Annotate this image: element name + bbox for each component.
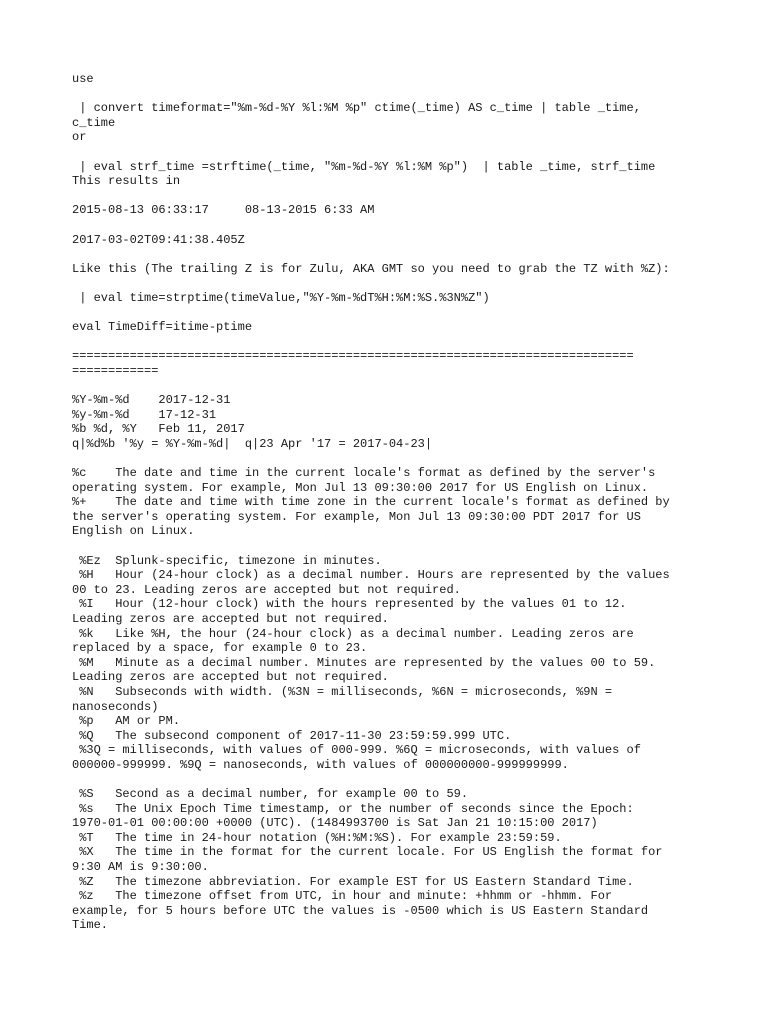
text-line: q|%d%b '%y = %Y-%m-%d| q|23 Apr '17 = 2017-04-23|: [72, 436, 433, 451]
text-line: | convert timeformat="%m-%d-%Y %l:%M %p" ctime(_time) AS c_time | table _time,: [72, 101, 641, 116]
text-line: [72, 451, 700, 466]
text-line: [72, 335, 700, 350]
text-line: [72, 145, 700, 160]
text-line: ============: [72, 363, 159, 378]
text-line: %z The timezone offset from UTC, in hour and minute: +hhmm or -hhmm. For: [72, 889, 613, 904]
text-line: [72, 378, 700, 393]
text-line: %Q The subsecond component of 2017-11-30 23:59:59.999 UTC.: [72, 728, 512, 743]
text-line: English on Linux.: [72, 524, 195, 539]
text-line: Time.: [72, 918, 109, 933]
text-line: operating system. For example, Mon Jul 13 09:30:00 2017 for US English on Linux.: [72, 480, 649, 495]
text-line: [72, 276, 700, 291]
text-line: [72, 539, 700, 554]
text-line: 2015-08-13 06:33:17 08-13-2015 6:33 AM: [72, 203, 375, 218]
text-line: %N Subseconds with width. (%3N = milliseconds, %6N = microseconds, %9N =: [72, 684, 613, 699]
text-line: 1970-01-01 00:00:00 +0000 (UTC). (1484993700 is Sat Jan 21 10:15:00 2017): [72, 816, 598, 831]
text-line: c_time: [72, 115, 116, 130]
text-line: %Z The timezone abbreviation. For example EST for US Eastern Standard Time.: [72, 874, 634, 889]
text-line: 00 to 23. Leading zeros are accepted but not required.: [72, 582, 461, 597]
text-line: ==============================================================================: [72, 349, 634, 364]
text-line: [72, 247, 700, 262]
text-line: nanoseconds): [72, 699, 159, 714]
text-line: the server's operating system. For example, Mon Jul 13 09:30:00 PDT 2017 for US: [72, 509, 641, 524]
text-line: [72, 773, 700, 788]
text-line: %I Hour (12-hour clock) with the hours represented by the values 01 to 12.: [72, 597, 627, 612]
text-line: [72, 87, 700, 102]
text-line: %y-%m-%d 17-12-31: [72, 407, 217, 422]
text-line: %k Like %H, the hour (24-hour clock) as a decimal number. Leading zeros are: [72, 626, 634, 641]
text-line: %3Q = milliseconds, with values of 000-999. %6Q = microseconds, with values of: [72, 743, 641, 758]
text-line: %+ The date and time with time zone in the current locale's format as defined by: [72, 495, 670, 510]
text-line: %Ez Splunk-specific, timezone in minutes.: [72, 553, 382, 568]
text-line: This results in: [72, 174, 181, 189]
text-line: %c The date and time in the current locale's format as defined by the server's: [72, 466, 656, 481]
text-line: Like this (The trailing Z is for Zulu, AKA GMT so you need to grab the TZ with %Z):: [72, 261, 670, 276]
text-line: %b %d, %Y Feb 11, 2017: [72, 422, 245, 437]
text-line: %X The time in the format for the current locale. For US English the format for: [72, 845, 663, 860]
text-line: | eval time=strptime(timeValue,"%Y-%m-%dT%H:%M:%S.%3N%Z"): [72, 290, 490, 305]
text-line: 000000-999999. %9Q = nanoseconds, with values of 000000000-999999999.: [72, 757, 569, 772]
text-line: %s The Unix Epoch Time timestamp, or the number of seconds since the Epoch:: [72, 801, 634, 816]
text-line: %S Second as a decimal number, for example 00 to 59.: [72, 787, 469, 802]
text-line: eval TimeDiff=itime-ptime: [72, 320, 253, 335]
text-line: Leading zeros are accepted but not required.: [72, 670, 389, 685]
text-line: %H Hour (24-hour clock) as a decimal number. Hours are represented by the values: [72, 568, 670, 583]
text-line: [72, 189, 700, 204]
text-line: Leading zeros are accepted but not required.: [72, 611, 389, 626]
text-line: replaced by a space, for example 0 to 23.: [72, 641, 368, 656]
text-line: %M Minute as a decimal number. Minutes are represented by the values 00 to 59.: [72, 655, 656, 670]
text-line: [72, 218, 700, 233]
text-line: example, for 5 hours before UTC the values is -0500 which is US Eastern Standard: [72, 903, 649, 918]
text-line: or: [72, 130, 87, 145]
text-line: use: [72, 72, 94, 86]
document-body: [72, 72, 700, 933]
text-line: | eval strf_time =strftime(_time, "%m-%d-%Y %l:%M %p") | table _time, strf_time: [72, 159, 656, 174]
text-line: 2017-03-02T09:41:38.405Z: [72, 232, 245, 247]
text-line: %T The time in 24-hour notation (%H:%M:%S). For example 23:59:59.: [72, 830, 562, 845]
text-line: %Y-%m-%d 2017-12-31: [72, 393, 231, 408]
text-line: %p AM or PM.: [72, 714, 181, 729]
text-line: [72, 306, 700, 321]
text-line: 9:30 AM is 9:30:00.: [72, 860, 209, 875]
